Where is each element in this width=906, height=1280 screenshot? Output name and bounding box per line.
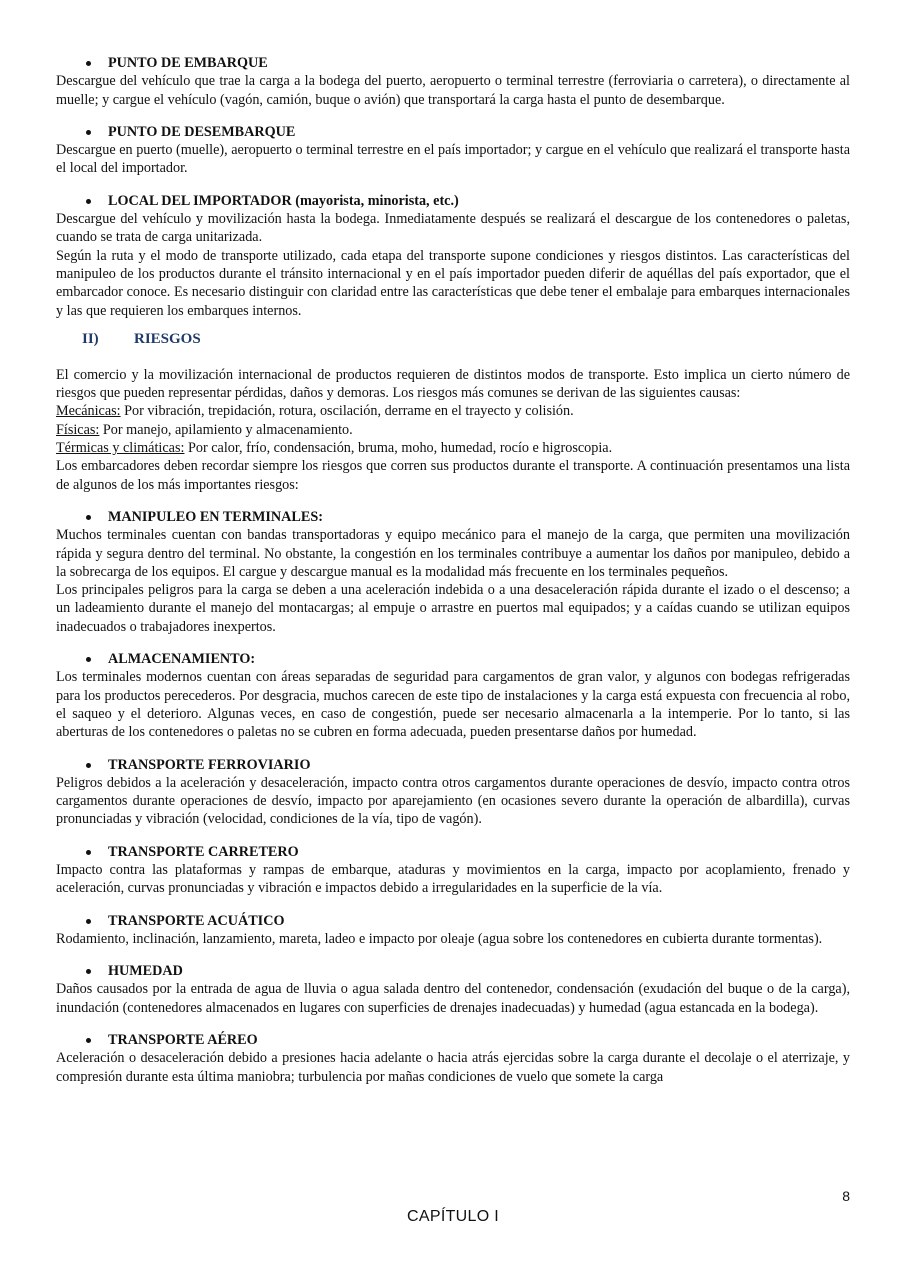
cause-text: Por vibración, trepidación, rotura, oscilación, derrame en el trayecto y colisión. [120,403,574,420]
paragraph: Los principales peligros para la carga se deben a una aceleración indebida o a una desaceleración rápida durante el izado o el descenso; a un ladeamiento durante el manejo del montacargas; al empuje o arrastre en puertos mal equipados; y a caídas cuando se utilizan equipos inadecuados o trabajadores inexpertos. [56,582,850,635]
paragraph: Impacto contra las plataformas y rampas de embarque, ataduras y movimientos en la carga, impacto por acoplamiento, frenado y aceleración, curvas pronunciadas y vibración e impactos debido a irregularidades en la superficie de la vía. [56,861,850,897]
bullet-heading: PUNTO DE DESEMBARQUE [56,123,850,141]
paragraph: Los terminales modernos cuentan con áreas separadas de seguridad para cargamentos de gran valor, y algunos con bodegas refrigeradas para los productos perecederos. Por desgracia, muchos carecen de este tipo de instalaciones y la carga está expuesta con frecuencia al robo, el saqueo y el deterioro. Algunas veces, en caso de congestión, puede ser necesario almacenarla a la intemperie. Por lo tanto, si las aberturas de los contenedores o paletas no se cubren en forma adecuada, pueden presentarse daños por humedad. [56,669,850,741]
paragraph: Descargue del vehículo y movilización hasta la bodega. Inmediatamente después se realizará el descargue de los contenedores o paletas, cuando se trata de carga unitarizada. [56,211,850,246]
bullet-heading: ALMACENAMIENTO: [56,650,850,668]
bullet-heading: HUMEDAD [56,962,850,980]
cause-text: Por calor, frío, condensación, bruma, moho, humedad, rocío e higroscopia. [184,440,613,457]
paragraph: Rodamiento, inclinación, lanzamiento, mareta, ladeo e impacto por oleaje (agua sobre los contenedores en cubierta durante tormentas). [56,930,823,947]
paragraph: Muchos terminales cuentan con bandas transportadoras y equipo mecánico para el manejo de la carga, que permiten una movilización rápida y segura dentro del terminal. No obstante, la congestión en los terminales contribuye a aumentar los daños por manipuleo, debido a la sobrecarga de los equipos. El cargue y descargue manual es la modalidad más frecuente en los terminales pequeños. [56,527,850,580]
bullet-heading: PUNTO DE EMBARQUE [56,54,850,72]
cause-line [56,421,850,439]
cause-line [56,402,850,420]
bullet-heading: TRANSPORTE AÉREO [56,1031,850,1049]
bullet-heading: LOCAL DEL IMPORTADOR (mayorista, minorista, etc.) [56,192,850,210]
page-number: 8 [842,1188,850,1204]
bullet-heading: TRANSPORTE FERROVIARIO [56,756,850,774]
cause-label: Térmicas y climáticas: [56,440,185,457]
cause-label: Mecánicas: [56,403,121,420]
cause-line [56,439,850,457]
document-body [56,54,850,1086]
bullet-heading: TRANSPORTE CARRETERO [56,843,850,861]
section-number: II) [82,331,99,348]
chapter-footer: CAPÍTULO I [407,1208,499,1225]
paragraph: Descargue en puerto (muelle), aeropuerto o terminal terrestre en el país importador; y cargue en el vehículo que realizará el transporte hasta el local del importador. [56,142,850,177]
paragraph: Aceleración o desaceleración debido a presiones hacia adelante o hacia atrás ejercidas sobre la carga durante el decolaje o el aterrizaje, y compresión durante esta última maniobra; turbulencia por mañas condiciones de vuelo que somete la carga [56,1050,850,1085]
paragraph: Daños causados por la entrada de agua de lluvia o agua salada dentro del contenedor, condensación (exudación del buque o de la carga), inundación (contenedores almacenados en lugares con superficies de drenajes inadecuadas) y humedad (agua estancada en la bodega). [56,981,850,1016]
paragraph: Según la ruta y el modo de transporte utilizado, cada etapa del transporte supone condiciones y riesgos distintos. Las características del manipuleo de los productos durante el tránsito internacional y en el país importador pueden diferir de aquéllas del país exportador, que el embarcador conoce. Es necesario distinguir con claridad entre las características que debe tener el embalaje para embarques internacionales y las que requieren los embarques internos. [56,247,850,319]
cause-text: Por manejo, apilamiento y almacenamiento. [99,421,353,438]
paragraph: El comercio y la movilización internacional de productos requieren de distintos modos de transporte. Esto implica un cierto número de riesgos que pueden representar pérdidas, daños y demoras. Los riesgos más comunes se derivan de las siguientes causas: [56,366,850,402]
section-title: RIESGOS [134,331,201,348]
bullet-heading: TRANSPORTE ACUÁTICO [56,912,850,930]
paragraph: Descargue del vehículo que trae la carga a la bodega del puerto, aeropuerto o terminal terrestre (ferroviaria o carretera), o directamente al muelle; y cargue el vehículo (vagón, camión, buque o avión) que transportará la carga hasta el punto de desembarque. [56,73,850,108]
paragraph: Los embarcadores deben recordar siempre los riesgos que corren sus productos durante el transporte. A continuación presentamos una lista de algunos de los más importantes riesgos: [56,458,850,493]
cause-label: Físicas: [56,421,100,438]
section-heading [56,330,850,350]
paragraph: Peligros debidos a la aceleración y desaceleración, impacto contra otros cargamentos durante operaciones de desvío, impacto contra otros cargamentos durante operaciones de desvío, impacto por aparejamiento (en ocasiones severo durante la operación de albardilla), curvas pronunciadas y vibración (velocidad, condiciones de la vía, tipo de vagón). [56,774,850,828]
bullet-heading: MANIPULEO EN TERMINALES: [56,508,850,526]
